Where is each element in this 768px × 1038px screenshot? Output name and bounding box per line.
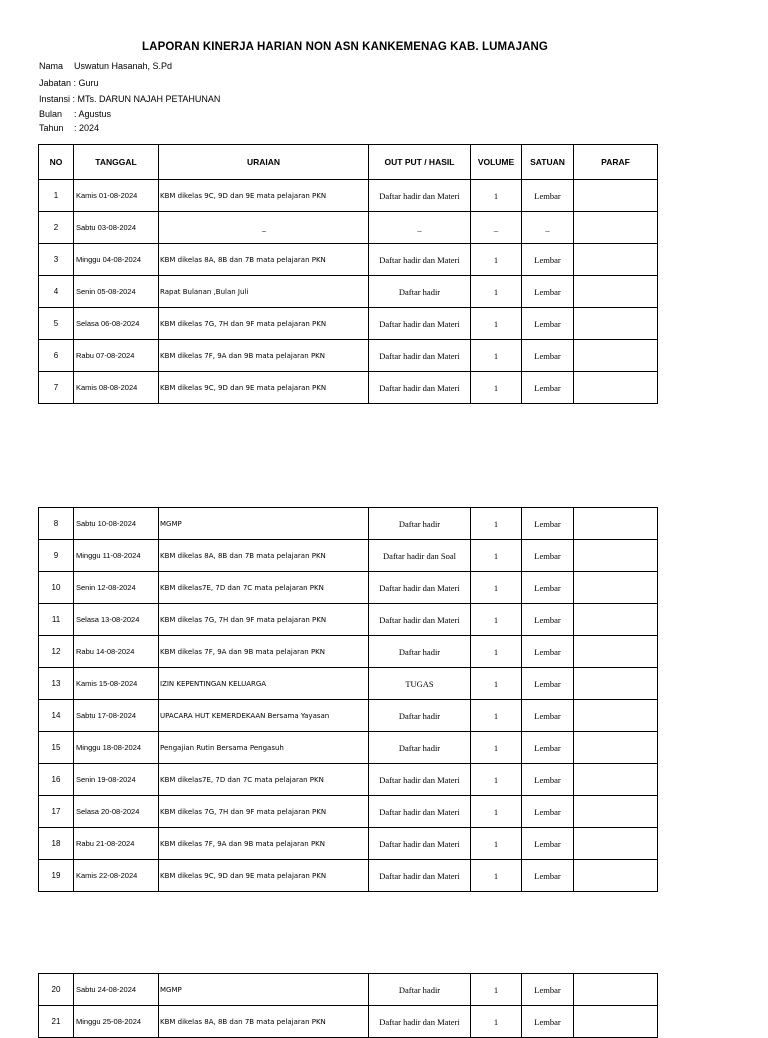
- cell-output: Daftar hadir dan Materi: [369, 340, 471, 372]
- cell-satuan: Lembar: [522, 700, 574, 732]
- cell-paraf: [574, 308, 658, 340]
- cell-output: Daftar hadir dan Materi: [369, 308, 471, 340]
- table-row: [39, 764, 658, 796]
- cell-satuan: Lembar: [522, 244, 574, 276]
- report-table-1: [38, 144, 658, 404]
- cell-paraf: [574, 860, 658, 892]
- cell-tanggal: Senin 05-08-2024: [74, 276, 159, 308]
- table-row: [39, 974, 658, 1006]
- cell-paraf: [574, 668, 658, 700]
- cell-satuan: Lembar: [522, 764, 574, 796]
- cell-output: Daftar hadir: [369, 700, 471, 732]
- cell-output: Daftar hadir dan Materi: [369, 372, 471, 404]
- cell-paraf: [574, 540, 658, 572]
- cell-paraf: [574, 700, 658, 732]
- cell-volume: 1: [471, 796, 522, 828]
- cell-volume: 1: [471, 340, 522, 372]
- cell-uraian: KBM dikelas7E, 7D dan 7C mata pelajaran PKN: [159, 764, 369, 796]
- cell-no: 14: [39, 700, 74, 732]
- cell-volume: 1: [471, 860, 522, 892]
- cell-satuan: Lembar: [522, 860, 574, 892]
- cell-tanggal: Kamis 08-08-2024: [74, 372, 159, 404]
- cell-tanggal: Rabu 07-08-2024: [74, 340, 159, 372]
- cell-paraf: [574, 572, 658, 604]
- table-row: [39, 308, 658, 340]
- info-value: : Agustus: [74, 109, 112, 119]
- table-row: [39, 700, 658, 732]
- cell-tanggal: Selasa 20-08-2024: [74, 796, 159, 828]
- table-body-3: [39, 974, 658, 1038]
- table-row: [39, 828, 658, 860]
- cell-satuan: Lembar: [522, 974, 574, 1006]
- info-label: Bulan: [39, 109, 63, 119]
- header-paraf: PARAF: [574, 145, 658, 180]
- cell-volume: 1: [471, 244, 522, 276]
- cell-output: Daftar hadir dan Materi: [369, 1006, 471, 1038]
- info-tahun: [39, 123, 99, 134]
- cell-uraian: KBM dikelas 7G, 7H dan 9F mata pelajaran PKN: [159, 796, 369, 828]
- cell-satuan: Lembar: [522, 604, 574, 636]
- cell-tanggal: Minggu 11-08-2024: [74, 540, 159, 572]
- cell-uraian: IZIN KEPENTINGAN KELUARGA: [159, 668, 369, 700]
- info-instansi: [39, 94, 220, 105]
- cell-paraf: [574, 508, 658, 540]
- table-row: [39, 636, 658, 668]
- table-row: [39, 604, 658, 636]
- cell-output: Daftar hadir: [369, 974, 471, 1006]
- table-body-2: [39, 508, 658, 892]
- table-row: [39, 732, 658, 764]
- cell-no: 7: [39, 372, 74, 404]
- cell-volume: 1: [471, 372, 522, 404]
- cell-uraian: KBM dikelas 8A, 8B dan 7B mata pelajaran PKN: [159, 1006, 369, 1038]
- report-table-2: [38, 507, 658, 892]
- report-table-3: [38, 973, 658, 1038]
- cell-no: 15: [39, 732, 74, 764]
- cell-satuan: Lembar: [522, 540, 574, 572]
- header-uraian: URAIAN: [159, 145, 369, 180]
- cell-no: 1: [39, 180, 74, 212]
- cell-output: Daftar hadir: [369, 732, 471, 764]
- info-jabatan: [39, 78, 99, 89]
- report-title: LAPORAN KINERJA HARIAN NON ASN KANKEMENAG KAB. LUMAJANG: [142, 41, 548, 53]
- cell-no: 13: [39, 668, 74, 700]
- cell-paraf: [574, 604, 658, 636]
- cell-satuan: Lembar: [522, 372, 574, 404]
- table-row: [39, 796, 658, 828]
- info-value: : MTs. DARUN NAJAH PETAHUNAN: [72, 94, 221, 104]
- table-row: [39, 212, 658, 244]
- cell-satuan: Lembar: [522, 572, 574, 604]
- header-tanggal: TANGGAL: [74, 145, 159, 180]
- cell-tanggal: Kamis 01-08-2024: [74, 180, 159, 212]
- cell-uraian: UPACARA HUT KEMERDEKAAN Bersama Yayasan: [159, 700, 369, 732]
- cell-paraf: [574, 180, 658, 212]
- cell-paraf: [574, 732, 658, 764]
- cell-output: TUGAS: [369, 668, 471, 700]
- cell-no: 2: [39, 212, 74, 244]
- cell-uraian: MGMP: [159, 974, 369, 1006]
- table-row: [39, 372, 658, 404]
- cell-output: Daftar hadir dan Materi: [369, 796, 471, 828]
- cell-uraian: KBM dikelas 7F, 9A dan 9B mata pelajaran PKN: [159, 340, 369, 372]
- cell-satuan: Lembar: [522, 636, 574, 668]
- cell-no: 20: [39, 974, 74, 1006]
- cell-no: 21: [39, 1006, 74, 1038]
- cell-uraian: KBM dikelas 9C, 9D dan 9E mata pelajaran PKN: [159, 860, 369, 892]
- cell-uraian: KBM dikelas 7G, 7H dan 9F mata pelajaran PKN: [159, 604, 369, 636]
- cell-no: 8: [39, 508, 74, 540]
- cell-paraf: [574, 636, 658, 668]
- cell-satuan: _: [522, 212, 574, 244]
- cell-tanggal: Sabtu 24-08-2024: [74, 974, 159, 1006]
- cell-volume: 1: [471, 180, 522, 212]
- cell-uraian: Rapat Bulanan ,Bulan Juli: [159, 276, 369, 308]
- cell-uraian: KBM dikelas 7G, 7H dan 9F mata pelajaran PKN: [159, 308, 369, 340]
- cell-volume: 1: [471, 764, 522, 796]
- table-row: [39, 540, 658, 572]
- cell-tanggal: Rabu 21-08-2024: [74, 828, 159, 860]
- cell-tanggal: Selasa 13-08-2024: [74, 604, 159, 636]
- cell-paraf: [574, 764, 658, 796]
- cell-volume: 1: [471, 572, 522, 604]
- cell-volume: 1: [471, 508, 522, 540]
- info-label: Instansi: [39, 94, 71, 104]
- table-row: [39, 860, 658, 892]
- cell-paraf: [574, 828, 658, 860]
- cell-no: 4: [39, 276, 74, 308]
- cell-volume: 1: [471, 308, 522, 340]
- info-nama: [39, 61, 172, 72]
- cell-satuan: Lembar: [522, 508, 574, 540]
- cell-paraf: [574, 372, 658, 404]
- cell-no: 6: [39, 340, 74, 372]
- cell-output: Daftar hadir: [369, 276, 471, 308]
- info-label: Jabatan: [39, 78, 72, 88]
- cell-no: 18: [39, 828, 74, 860]
- cell-tanggal: Senin 19-08-2024: [74, 764, 159, 796]
- cell-output: Daftar hadir dan Materi: [369, 180, 471, 212]
- info-label: Tahun: [39, 123, 64, 133]
- cell-tanggal: Minggu 25-08-2024: [74, 1006, 159, 1038]
- cell-satuan: Lembar: [522, 796, 574, 828]
- cell-satuan: Lembar: [522, 276, 574, 308]
- cell-output: _: [369, 212, 471, 244]
- cell-no: 11: [39, 604, 74, 636]
- cell-uraian: MGMP: [159, 508, 369, 540]
- cell-tanggal: Minggu 18-08-2024: [74, 732, 159, 764]
- table-row: [39, 340, 658, 372]
- cell-satuan: Lembar: [522, 732, 574, 764]
- cell-volume: 1: [471, 540, 522, 572]
- cell-uraian: _: [159, 212, 369, 244]
- cell-satuan: Lembar: [522, 1006, 574, 1038]
- cell-no: 17: [39, 796, 74, 828]
- cell-satuan: Lembar: [522, 180, 574, 212]
- cell-satuan: Lembar: [522, 828, 574, 860]
- cell-volume: 1: [471, 636, 522, 668]
- cell-uraian: KBM dikelas 9C, 9D dan 9E mata pelajaran PKN: [159, 180, 369, 212]
- table-row: [39, 244, 658, 276]
- cell-uraian: Pengajian Rutin Bersama Pengasuh: [159, 732, 369, 764]
- info-value: : Guru: [73, 78, 99, 88]
- cell-satuan: Lembar: [522, 668, 574, 700]
- cell-tanggal: Kamis 22-08-2024: [74, 860, 159, 892]
- cell-no: 3: [39, 244, 74, 276]
- cell-satuan: Lembar: [522, 340, 574, 372]
- info-bulan: [39, 109, 111, 120]
- cell-output: Daftar hadir dan Materi: [369, 764, 471, 796]
- cell-no: 9: [39, 540, 74, 572]
- cell-volume: 1: [471, 276, 522, 308]
- cell-paraf: [574, 276, 658, 308]
- cell-output: Daftar hadir: [369, 508, 471, 540]
- cell-tanggal: Rabu 14-08-2024: [74, 636, 159, 668]
- cell-tanggal: Senin 12-08-2024: [74, 572, 159, 604]
- cell-uraian: KBM dikelas 7F, 9A dan 9B mata pelajaran PKN: [159, 636, 369, 668]
- cell-tanggal: Sabtu 17-08-2024: [74, 700, 159, 732]
- cell-uraian: KBM dikelas 8A, 8B dan 7B mata pelajaran PKN: [159, 540, 369, 572]
- table-row: [39, 572, 658, 604]
- cell-uraian: KBM dikelas 9C, 9D dan 9E mata pelajaran PKN: [159, 372, 369, 404]
- cell-paraf: [574, 974, 658, 1006]
- cell-no: 19: [39, 860, 74, 892]
- cell-uraian: KBM dikelas7E, 7D dan 7C mata pelajaran PKN: [159, 572, 369, 604]
- cell-output: Daftar hadir dan Materi: [369, 572, 471, 604]
- cell-volume: 1: [471, 668, 522, 700]
- cell-tanggal: Sabtu 03-08-2024: [74, 212, 159, 244]
- info-label: Nama: [39, 61, 64, 71]
- cell-tanggal: Kamis 15-08-2024: [74, 668, 159, 700]
- cell-volume: 1: [471, 974, 522, 1006]
- cell-uraian: KBM dikelas 8A, 8B dan 7B mata pelajaran PKN: [159, 244, 369, 276]
- cell-output: Daftar hadir dan Materi: [369, 828, 471, 860]
- cell-output: Daftar hadir dan Materi: [369, 604, 471, 636]
- info-value: : 2024: [74, 123, 100, 133]
- cell-volume: 1: [471, 604, 522, 636]
- cell-output: Daftar hadir dan Materi: [369, 860, 471, 892]
- cell-paraf: [574, 212, 658, 244]
- cell-volume: 1: [471, 732, 522, 764]
- cell-output: Daftar hadir dan Soal: [369, 540, 471, 572]
- table-body-1: [39, 180, 658, 404]
- info-value: Uswatun Hasanah, S.Pd: [74, 61, 173, 71]
- cell-tanggal: Minggu 04-08-2024: [74, 244, 159, 276]
- cell-volume: 1: [471, 700, 522, 732]
- table-row: [39, 276, 658, 308]
- cell-paraf: [574, 1006, 658, 1038]
- cell-no: 12: [39, 636, 74, 668]
- cell-paraf: [574, 340, 658, 372]
- cell-no: 10: [39, 572, 74, 604]
- header-no: NO: [39, 145, 74, 180]
- header-satuan: SATUAN: [522, 145, 574, 180]
- cell-output: Daftar hadir dan Materi: [369, 244, 471, 276]
- cell-volume: 1: [471, 1006, 522, 1038]
- cell-no: 16: [39, 764, 74, 796]
- header-output: OUT PUT / HASIL: [369, 145, 471, 180]
- cell-paraf: [574, 796, 658, 828]
- cell-tanggal: Selasa 06-08-2024: [74, 308, 159, 340]
- cell-volume: _: [471, 212, 522, 244]
- table-row: [39, 180, 658, 212]
- cell-no: 5: [39, 308, 74, 340]
- cell-output: Daftar hadir: [369, 636, 471, 668]
- cell-volume: 1: [471, 828, 522, 860]
- header-volume: VOLUME: [471, 145, 522, 180]
- table-row: [39, 508, 658, 540]
- cell-satuan: Lembar: [522, 308, 574, 340]
- cell-paraf: [574, 244, 658, 276]
- table-row: [39, 668, 658, 700]
- table-row: [39, 1006, 658, 1038]
- cell-tanggal: Sabtu 10-08-2024: [74, 508, 159, 540]
- cell-uraian: KBM dikelas 7F, 9A dan 9B mata pelajaran PKN: [159, 828, 369, 860]
